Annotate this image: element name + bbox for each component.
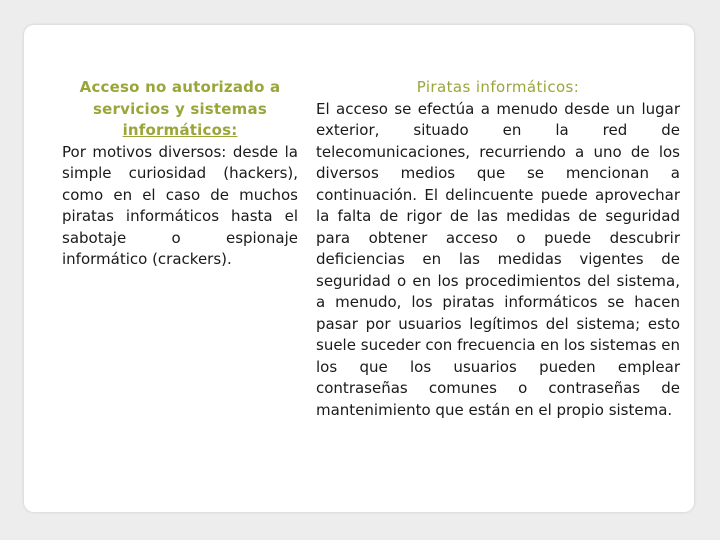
right-column [316, 77, 680, 421]
left-body-text: Por motivos diversos: desde la simple curiosidad (hackers), como en el caso de muchos piratas informáticos hasta el sabotaje o espionaje informático (crackers). [62, 142, 298, 268]
left-column [62, 77, 298, 271]
right-heading: Piratas informáticos: [416, 78, 580, 96]
left-heading-line2: servicios y sistemas [93, 99, 267, 118]
left-heading [62, 77, 298, 142]
left-heading-line1: Acceso no autorizado a [79, 78, 281, 96]
left-heading-line3 [62, 120, 298, 142]
right-body-text: El acceso se efectúa a menudo desde un lugar exterior, situado en la red de telecomunicaciones, recurriendo a uno de los diversos medios que se mencionan a continuación. El delincuente puede aprovechar la falta de rigor de las medidas de seguridad para obtener acceso o puede descubrir deficiencias en las medidas vigentes de seguridad o en los procedimientos del sistema, a menudo, los piratas informáticos se hacen pasar por usuarios legítimos del sistema; esto suele suceder con frecuencia en los sistemas en los que los usuarios pueden emplear contraseñas comunes o contraseñas de mantenimiento que están en el propio sistema. [316, 99, 680, 419]
left-heading-underlined: informáticos: [122, 121, 238, 139]
